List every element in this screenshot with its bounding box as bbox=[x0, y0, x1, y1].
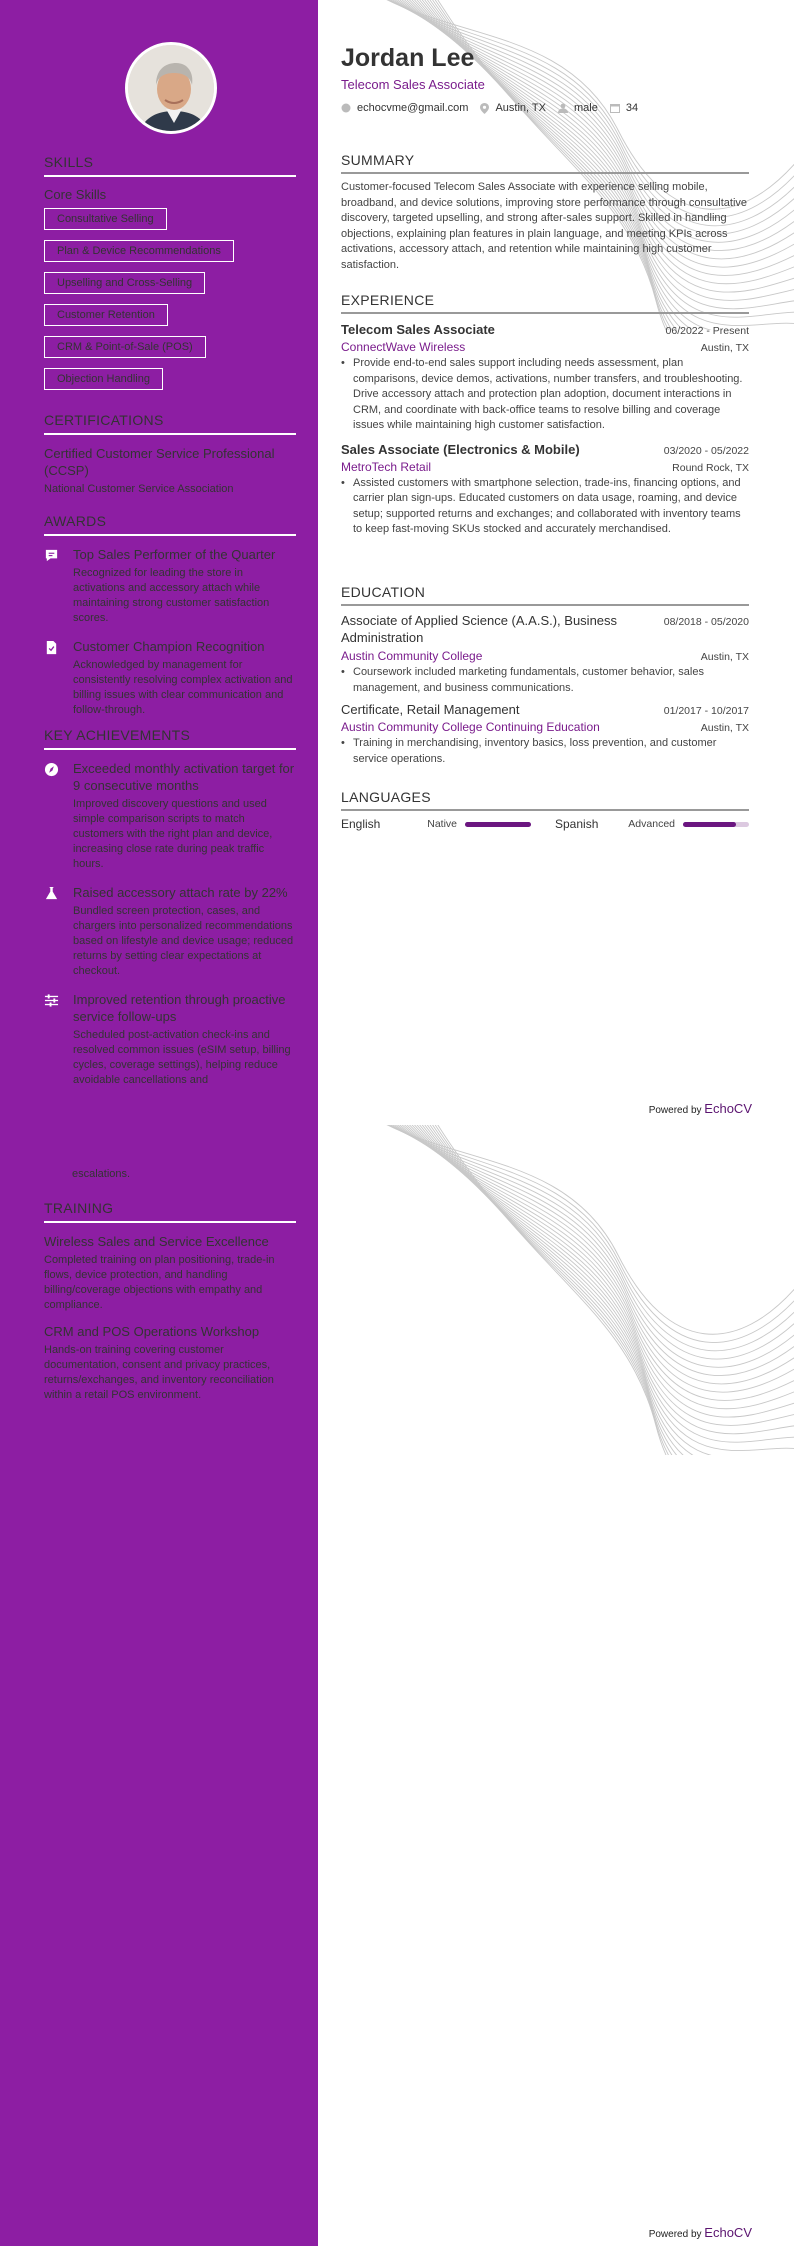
skill-chip: Consultative Selling bbox=[44, 208, 167, 230]
award-title: Top Sales Performer of the Quarter bbox=[73, 547, 276, 562]
achievement-text: Scheduled post-activation check-ins and resolved common issues (eSIM setup, billing cycles, coverage settings), helping reduce avoidable cancellations and bbox=[73, 1029, 291, 1086]
wave-line bbox=[427, 1125, 794, 1455]
skill-chip: CRM & Point-of-Sale (POS) bbox=[44, 336, 206, 358]
achievement-text: Bundled screen protection, cases, and chargers into personalized recommendations based on lifestyle and device usage; reduced returns by setting clear expectations at checkout. bbox=[73, 905, 294, 977]
education-item: Certificate, Retail Management 01/2017 - 10/2017 Austin Community College Continuing Education Austin, TX • Training in merchandising, inventory basics, loss prevention, and customer service operations. bbox=[341, 702, 749, 767]
job-dates: 03/2020 - 05/2022 bbox=[663, 444, 749, 457]
certifications-heading: CERTIFICATIONS bbox=[44, 412, 296, 435]
education-section bbox=[341, 584, 749, 767]
language-name: Spanish bbox=[555, 817, 599, 831]
certification-issuer: National Customer Service Association bbox=[44, 483, 234, 495]
powered-by-label: Powered by bbox=[648, 2229, 702, 2240]
language-bar bbox=[465, 822, 531, 827]
skill-chip: Upselling and Cross-Selling bbox=[44, 272, 205, 294]
language-name: English bbox=[341, 817, 381, 831]
avatar bbox=[125, 42, 217, 134]
comment-icon bbox=[44, 548, 59, 563]
language-bar bbox=[683, 822, 749, 827]
language-level: Native bbox=[427, 818, 457, 830]
sliders-icon bbox=[44, 993, 59, 1008]
job-role: Sales Associate (Electronics & Mobile) bbox=[341, 441, 580, 457]
language-item bbox=[341, 817, 531, 831]
job-role: Telecom Sales Associate bbox=[341, 322, 495, 337]
achievement-text-continued bbox=[72, 1164, 296, 1182]
wave-line bbox=[416, 1125, 794, 1451]
compass-icon bbox=[44, 762, 59, 777]
language-level: Advanced bbox=[628, 818, 675, 830]
achievement-title: Exceeded monthly activation target for 9 consecutive months bbox=[73, 761, 295, 793]
achievement-item bbox=[44, 760, 296, 872]
job-location: Austin, TX bbox=[700, 342, 749, 354]
document-icon bbox=[44, 640, 59, 655]
email-text: echocvme@gmail.com bbox=[357, 102, 469, 114]
training-text: Hands-on training covering customer documentation, consent and privacy practices, returns/exchanges, and inventory reconciliation within a retail POS environment. bbox=[44, 1344, 274, 1401]
flask-icon bbox=[44, 886, 59, 901]
location-icon bbox=[480, 103, 489, 114]
awards-heading: AWARDS bbox=[44, 513, 296, 536]
education-item: Associate of Applied Science (A.A.S.), Business Administration 08/2018 - 05/2020 Austin Community College Austin, TX • Coursework included marketing fundamentals, customer behavior, sales management, and business communications. bbox=[341, 612, 749, 696]
languages-section bbox=[341, 789, 749, 831]
achievement-item bbox=[44, 884, 296, 979]
achievement-item bbox=[44, 991, 296, 1088]
gender-text: male bbox=[573, 102, 598, 114]
summary-section bbox=[341, 152, 749, 273]
achievement-title: Improved retention through proactive service follow-ups bbox=[73, 992, 286, 1024]
edu-dates: 01/2017 - 10/2017 bbox=[663, 705, 749, 717]
experience-item: Telecom Sales Associate 06/2022 - Present ConnectWave Wireless Austin, TX • Provide end-to-end sales support including needs assessment, plan comparisons, device demos, activations, number transfers, and troubleshooting. Drive accessory attach and protection plan adoption, document interactions in CRM, and coordinate with back-office teams to resolve billing and coverage issues while maintaining high customer satisfaction. bbox=[341, 322, 749, 434]
wave-line bbox=[424, 1125, 794, 1455]
language-item bbox=[555, 817, 749, 831]
edu-dates: 08/2018 - 05/2020 bbox=[663, 616, 749, 628]
skills-section bbox=[44, 154, 296, 400]
language-bar-fill bbox=[683, 822, 736, 827]
resume-header bbox=[341, 44, 749, 114]
location-text: Austin, TX bbox=[495, 102, 546, 114]
edu-bullet: Coursework included marketing fundamentals, customer behavior, sales management, and business communications. bbox=[353, 666, 704, 694]
languages-heading: LANGUAGES bbox=[341, 789, 749, 811]
training-heading: TRAINING bbox=[44, 1200, 296, 1223]
award-text: Recognized for leading the store in activations and accessory attach while maintaining strong customer satisfaction scores. bbox=[73, 567, 270, 624]
job-company: MetroTech Retail bbox=[341, 459, 432, 474]
summary-text: Customer-focused Telecom Sales Associate with experience selling mobile, broadband, and device solutions, improving store performance through consultative discovery, targeted upselling, and strong after-sales support. Skilled in handling objections, explaining plan features in plain language, and meeting KPIs across activations, accessory attach, and retention while maintaining high customer satisfaction. bbox=[341, 181, 748, 271]
experience-item: Sales Associate (Electronics & Mobile) 03/2020 - 05/2022 MetroTech Retail Round Rock, TX • Assisted customers with smartphone selection, trade-ins, financing options, and carrier plan sign-ups. Educated customers on data usage, roaming, and device setup; supported returns and exchanges; and collaborated with inventory teams to keep fast-moving SKUs stocked and accurately merchandised. bbox=[341, 442, 749, 538]
award-title: Customer Champion Recognition bbox=[73, 639, 265, 654]
education-heading: EDUCATION bbox=[341, 584, 749, 606]
training-text: Completed training on plan positioning, trade-in flows, device protection, and handling billing/coverage objections with empathy and compliance. bbox=[44, 1254, 275, 1311]
wave-decoration-page2 bbox=[318, 1125, 794, 1455]
job-dates: 06/2022 - Present bbox=[665, 325, 749, 337]
training-title: Wireless Sales and Service Excellence bbox=[44, 1234, 269, 1249]
skills-heading: SKILLS bbox=[44, 154, 296, 177]
person-icon bbox=[558, 103, 568, 113]
award-text: Acknowledged by management for consistently resolving complex activation and billing issues with clear communication and follow-through. bbox=[73, 659, 293, 716]
experience-section bbox=[341, 292, 749, 538]
achievement-title: Raised accessory attach rate by 22% bbox=[73, 885, 288, 900]
candidate-name: Jordan Lee bbox=[341, 44, 475, 72]
language-bar-fill bbox=[465, 822, 531, 827]
skill-chip: Customer Retention bbox=[44, 304, 168, 326]
award-item bbox=[44, 638, 296, 718]
summary-heading: SUMMARY bbox=[341, 152, 749, 174]
job-location: Round Rock, TX bbox=[672, 461, 749, 474]
edu-bullet: Training in merchandising, inventory basics, loss prevention, and customer service operations. bbox=[353, 737, 717, 765]
experience-heading: EXPERIENCE bbox=[341, 292, 749, 314]
certifications-section bbox=[44, 412, 296, 497]
powered-by-footer bbox=[649, 1101, 752, 1116]
awards-section bbox=[44, 513, 296, 730]
achievements-heading: KEY ACHIEVEMENTS bbox=[44, 727, 296, 750]
training-section bbox=[44, 1200, 296, 1403]
contact-row bbox=[341, 102, 749, 114]
candidate-title: Telecom Sales Associate bbox=[341, 77, 485, 92]
certification-title: Certified Customer Service Professional (CCSP) bbox=[44, 446, 275, 478]
award-item bbox=[44, 546, 296, 626]
achievement-text-cont: escalations. bbox=[72, 1168, 131, 1180]
school: Austin Community College bbox=[341, 649, 483, 663]
achievement-text: Improved discovery questions and used simple comparison scripts to match customers with the right plan and device, increasing close rate during peak traffic hours. bbox=[73, 798, 273, 870]
training-title: CRM and POS Operations Workshop bbox=[44, 1324, 260, 1339]
achievements-section bbox=[44, 727, 296, 1100]
powered-by-label: Powered by bbox=[648, 1105, 702, 1116]
edu-location: Austin, TX bbox=[700, 722, 749, 734]
degree: Associate of Applied Science (A.A.S.), Business Administration bbox=[341, 613, 618, 645]
age-text: 34 bbox=[625, 102, 639, 114]
brand-link[interactable]: EchoCV bbox=[704, 2225, 752, 2240]
wave-line bbox=[378, 1125, 794, 1334]
powered-by-footer bbox=[649, 2225, 752, 2240]
school: Austin Community College Continuing Education bbox=[341, 720, 600, 734]
edu-location: Austin, TX bbox=[700, 651, 749, 663]
skills-subheading: Core Skills bbox=[44, 187, 107, 202]
email-icon bbox=[341, 103, 351, 113]
brand-link[interactable]: EchoCV bbox=[704, 1101, 752, 1116]
calendar-icon bbox=[610, 103, 620, 113]
job-bullet: Assisted customers with smartphone selection, trade-ins, financing options, and carrier plan sign-ups. Educated customers on data usage, roaming, and device setup; supported returns and exchanges; and collaborated with inventory teams to keep fast-moving SKUs stocked and accurately merchandised. bbox=[353, 476, 741, 535]
skill-chip: Objection Handling bbox=[44, 368, 163, 390]
skill-chip: Plan & Device Recommendations bbox=[44, 240, 234, 262]
degree: Certificate, Retail Management bbox=[341, 702, 520, 717]
job-bullet: Provide end-to-end sales support including needs assessment, plan comparisons, device demos, activations, number transfers, and troubleshooting. Drive accessory attach and protection plan adoption, document interactions in CRM, and coordinate with back-office teams to resolve billing and coverage issues while maintaining high customer satisfaction. bbox=[353, 357, 743, 431]
job-company: ConnectWave Wireless bbox=[341, 340, 466, 354]
